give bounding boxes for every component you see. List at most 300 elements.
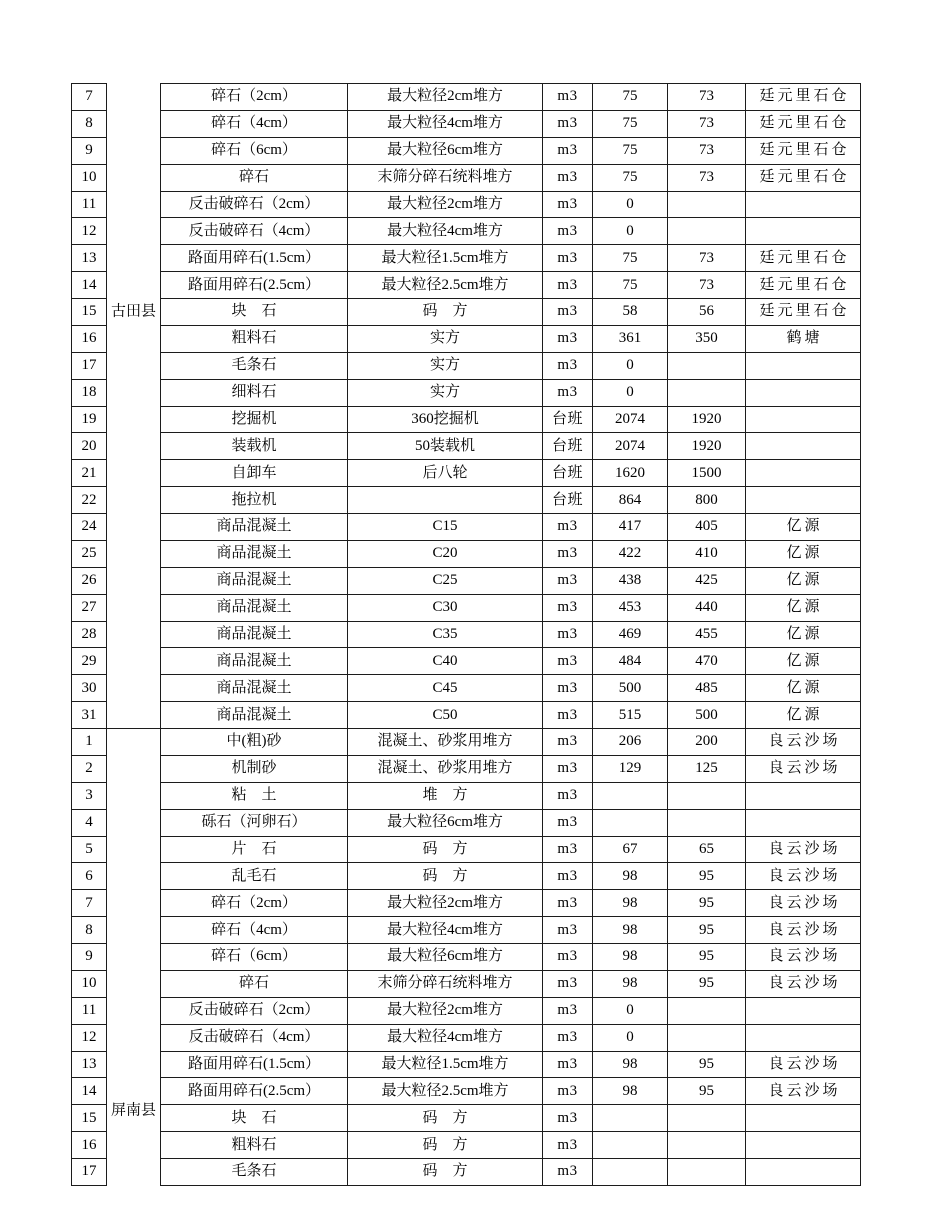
material-cell: 商品混凝土 (161, 675, 348, 702)
table-row (72, 299, 861, 326)
row-number-cell: 18 (72, 379, 107, 406)
price-previous-cell (668, 997, 746, 1024)
material-cell: 块 石 (161, 1105, 348, 1132)
price-current-cell: 438 (593, 567, 668, 594)
material-cell: 碎石（6cm） (161, 944, 348, 971)
material-cell: 商品混凝土 (161, 621, 348, 648)
price-current-cell (593, 809, 668, 836)
unit-cell: m3 (543, 729, 593, 756)
source-cell: 良云沙场 (746, 755, 861, 782)
price-current-cell: 361 (593, 325, 668, 352)
price-previous-cell: 95 (668, 1051, 746, 1078)
spec-cell: 后八轮 (348, 460, 543, 487)
spec-cell: 混凝土、砂浆用堆方 (348, 729, 543, 756)
source-cell (746, 433, 861, 460)
price-previous-cell (668, 218, 746, 245)
material-cell: 路面用碎石(1.5cm） (161, 1051, 348, 1078)
unit-cell: m3 (543, 191, 593, 218)
source-cell (746, 809, 861, 836)
unit-cell: m3 (543, 84, 593, 111)
price-current-cell: 75 (593, 84, 668, 111)
material-price-table (71, 83, 861, 1186)
source-cell: 良云沙场 (746, 917, 861, 944)
price-previous-cell (668, 809, 746, 836)
table-row (72, 84, 861, 111)
price-current-cell (593, 1132, 668, 1159)
unit-cell: m3 (543, 755, 593, 782)
unit-cell: m3 (543, 997, 593, 1024)
table-row (72, 352, 861, 379)
source-cell (746, 1105, 861, 1132)
price-current-cell: 98 (593, 863, 668, 890)
row-number-cell: 1 (72, 729, 107, 756)
source-cell: 廷元里石仓 (746, 299, 861, 326)
table-row (72, 836, 861, 863)
table-row (72, 1159, 861, 1186)
spec-cell: 最大粒径2cm堆方 (348, 890, 543, 917)
row-number-cell: 13 (72, 245, 107, 272)
price-previous-cell (668, 782, 746, 809)
material-cell: 机制砂 (161, 755, 348, 782)
row-number-cell: 10 (72, 970, 107, 997)
price-previous-cell: 1920 (668, 406, 746, 433)
row-number-cell: 8 (72, 110, 107, 137)
price-previous-cell: 73 (668, 245, 746, 272)
row-number-cell: 31 (72, 702, 107, 729)
material-cell: 粗料石 (161, 1132, 348, 1159)
price-previous-cell: 95 (668, 890, 746, 917)
spec-cell: 最大粒径4cm堆方 (348, 218, 543, 245)
source-cell: 亿源 (746, 540, 861, 567)
material-cell: 粗料石 (161, 325, 348, 352)
spec-cell: 实方 (348, 325, 543, 352)
spec-cell: 最大粒径2cm堆方 (348, 191, 543, 218)
spec-cell: 堆 方 (348, 782, 543, 809)
spec-cell: C40 (348, 648, 543, 675)
unit-cell: m3 (543, 379, 593, 406)
material-cell: 路面用碎石(1.5cm） (161, 245, 348, 272)
price-previous-cell: 95 (668, 863, 746, 890)
table-row (72, 164, 861, 191)
spec-cell: 50装载机 (348, 433, 543, 460)
row-number-cell: 17 (72, 352, 107, 379)
spec-cell: 码 方 (348, 299, 543, 326)
price-current-cell: 0 (593, 191, 668, 218)
table-row (72, 191, 861, 218)
material-cell: 商品混凝土 (161, 514, 348, 541)
material-cell: 碎石（4cm） (161, 917, 348, 944)
table-row (72, 1024, 861, 1051)
price-current-cell: 98 (593, 970, 668, 997)
row-number-cell: 25 (72, 540, 107, 567)
row-number-cell: 4 (72, 809, 107, 836)
price-current-cell: 453 (593, 594, 668, 621)
table-row (72, 1132, 861, 1159)
source-cell: 良云沙场 (746, 944, 861, 971)
row-number-cell: 14 (72, 272, 107, 299)
table-row (72, 272, 861, 299)
row-number-cell: 7 (72, 890, 107, 917)
material-cell: 毛条石 (161, 352, 348, 379)
material-cell: 乱毛石 (161, 863, 348, 890)
price-current-cell: 98 (593, 1078, 668, 1105)
unit-cell: m3 (543, 594, 593, 621)
unit-cell: m3 (543, 1159, 593, 1186)
table-row (72, 218, 861, 245)
material-cell: 反击破碎石（4cm） (161, 1024, 348, 1051)
source-cell (746, 997, 861, 1024)
price-previous-cell (668, 352, 746, 379)
price-current-cell: 0 (593, 379, 668, 406)
source-cell: 亿源 (746, 514, 861, 541)
source-cell (746, 460, 861, 487)
spec-cell: 最大粒径6cm堆方 (348, 809, 543, 836)
unit-cell: m3 (543, 621, 593, 648)
material-cell: 块 石 (161, 299, 348, 326)
source-cell: 良云沙场 (746, 836, 861, 863)
unit-cell: 台班 (543, 460, 593, 487)
source-cell: 廷元里石仓 (746, 164, 861, 191)
material-cell: 片 石 (161, 836, 348, 863)
unit-cell: m3 (543, 970, 593, 997)
source-cell (746, 782, 861, 809)
spec-cell: 实方 (348, 352, 543, 379)
price-current-cell (593, 1105, 668, 1132)
price-current-cell: 1620 (593, 460, 668, 487)
source-cell: 良云沙场 (746, 1051, 861, 1078)
table-row (72, 406, 861, 433)
price-previous-cell: 95 (668, 944, 746, 971)
row-number-cell: 28 (72, 621, 107, 648)
row-number-cell: 2 (72, 755, 107, 782)
county-cell (107, 84, 161, 729)
unit-cell: 台班 (543, 487, 593, 514)
table-row (72, 809, 861, 836)
table-row (72, 1078, 861, 1105)
spec-cell: 最大粒径2.5cm堆方 (348, 1078, 543, 1105)
row-number-cell: 29 (72, 648, 107, 675)
material-cell: 挖掘机 (161, 406, 348, 433)
unit-cell: m3 (543, 917, 593, 944)
spec-cell: 最大粒径4cm堆方 (348, 917, 543, 944)
price-previous-cell: 73 (668, 137, 746, 164)
spec-cell: 360挖掘机 (348, 406, 543, 433)
table-row (72, 621, 861, 648)
price-previous-cell (668, 191, 746, 218)
source-cell: 良云沙场 (746, 1078, 861, 1105)
source-cell: 亿源 (746, 648, 861, 675)
row-number-cell: 11 (72, 191, 107, 218)
row-number-cell: 15 (72, 299, 107, 326)
material-cell: 粘 土 (161, 782, 348, 809)
material-cell: 碎石（2cm） (161, 84, 348, 111)
unit-cell: m3 (543, 352, 593, 379)
source-cell (746, 487, 861, 514)
material-cell: 路面用碎石(2.5cm） (161, 272, 348, 299)
source-cell: 亿源 (746, 594, 861, 621)
spec-cell: 码 方 (348, 1159, 543, 1186)
spec-cell: 最大粒径6cm堆方 (348, 944, 543, 971)
unit-cell: m3 (543, 702, 593, 729)
table-row (72, 675, 861, 702)
price-current-cell: 206 (593, 729, 668, 756)
spec-cell: 最大粒径2cm堆方 (348, 84, 543, 111)
material-cell: 碎石（6cm） (161, 137, 348, 164)
spec-cell: 最大粒径2.5cm堆方 (348, 272, 543, 299)
price-current-cell: 0 (593, 1024, 668, 1051)
price-current-cell: 0 (593, 352, 668, 379)
row-number-cell: 7 (72, 84, 107, 111)
price-previous-cell: 500 (668, 702, 746, 729)
row-number-cell: 16 (72, 1132, 107, 1159)
unit-cell: m3 (543, 325, 593, 352)
price-previous-cell: 440 (668, 594, 746, 621)
price-previous-cell: 73 (668, 84, 746, 111)
source-cell (746, 352, 861, 379)
source-cell: 良云沙场 (746, 729, 861, 756)
price-previous-cell (668, 1105, 746, 1132)
price-previous-cell: 200 (668, 729, 746, 756)
material-cell: 碎石（2cm） (161, 890, 348, 917)
price-previous-cell: 1920 (668, 433, 746, 460)
price-previous-cell (668, 1159, 746, 1186)
unit-cell: m3 (543, 514, 593, 541)
price-previous-cell: 405 (668, 514, 746, 541)
material-cell: 路面用碎石(2.5cm） (161, 1078, 348, 1105)
row-number-cell: 12 (72, 218, 107, 245)
spec-cell: C30 (348, 594, 543, 621)
table-row (72, 514, 861, 541)
spec-cell: C35 (348, 621, 543, 648)
material-cell: 自卸车 (161, 460, 348, 487)
source-cell: 亿源 (746, 675, 861, 702)
table-row (72, 863, 861, 890)
price-previous-cell: 125 (668, 755, 746, 782)
price-current-cell: 75 (593, 245, 668, 272)
table-row (72, 540, 861, 567)
source-cell: 鹤塘 (746, 325, 861, 352)
unit-cell: m3 (543, 110, 593, 137)
unit-cell: m3 (543, 218, 593, 245)
row-number-cell: 16 (72, 325, 107, 352)
price-current-cell: 58 (593, 299, 668, 326)
source-cell (746, 191, 861, 218)
row-number-cell: 5 (72, 836, 107, 863)
source-cell: 廷元里石仓 (746, 245, 861, 272)
spec-cell: C15 (348, 514, 543, 541)
price-current-cell: 515 (593, 702, 668, 729)
spec-cell: 最大粒径2cm堆方 (348, 997, 543, 1024)
price-previous-cell: 425 (668, 567, 746, 594)
price-previous-cell (668, 1132, 746, 1159)
unit-cell: m3 (543, 272, 593, 299)
unit-cell: m3 (543, 944, 593, 971)
spec-cell: C50 (348, 702, 543, 729)
row-number-cell: 14 (72, 1078, 107, 1105)
table-row (72, 917, 861, 944)
source-cell (746, 1159, 861, 1186)
material-cell: 商品混凝土 (161, 702, 348, 729)
spec-cell: C45 (348, 675, 543, 702)
source-cell: 亿源 (746, 621, 861, 648)
price-previous-cell: 455 (668, 621, 746, 648)
row-number-cell: 3 (72, 782, 107, 809)
price-previous-cell: 350 (668, 325, 746, 352)
price-current-cell: 484 (593, 648, 668, 675)
row-number-cell: 17 (72, 1159, 107, 1186)
unit-cell: m3 (543, 164, 593, 191)
material-cell: 商品混凝土 (161, 594, 348, 621)
price-current-cell: 75 (593, 164, 668, 191)
table-row (72, 567, 861, 594)
source-cell: 廷元里石仓 (746, 84, 861, 111)
unit-cell: m3 (543, 863, 593, 890)
price-current-cell: 0 (593, 997, 668, 1024)
source-cell: 良云沙场 (746, 863, 861, 890)
material-cell: 碎石 (161, 970, 348, 997)
row-number-cell: 22 (72, 487, 107, 514)
source-cell: 廷元里石仓 (746, 272, 861, 299)
unit-cell: m3 (543, 567, 593, 594)
material-cell: 反击破碎石（2cm） (161, 191, 348, 218)
spec-cell: 码 方 (348, 1132, 543, 1159)
table-row (72, 433, 861, 460)
price-previous-cell: 95 (668, 1078, 746, 1105)
spec-cell (348, 487, 543, 514)
table-row (72, 729, 861, 756)
row-number-cell: 20 (72, 433, 107, 460)
material-cell: 拖拉机 (161, 487, 348, 514)
table-row (72, 648, 861, 675)
price-current-cell: 98 (593, 944, 668, 971)
table-row (72, 487, 861, 514)
spec-cell: 末筛分碎石统料堆方 (348, 970, 543, 997)
unit-cell: 台班 (543, 433, 593, 460)
unit-cell: m3 (543, 1105, 593, 1132)
price-current-cell: 75 (593, 110, 668, 137)
row-number-cell: 9 (72, 944, 107, 971)
row-number-cell: 21 (72, 460, 107, 487)
table-row (72, 970, 861, 997)
spec-cell: 最大粒径4cm堆方 (348, 110, 543, 137)
source-cell: 廷元里石仓 (746, 110, 861, 137)
price-previous-cell (668, 379, 746, 406)
price-previous-cell: 1500 (668, 460, 746, 487)
material-cell: 中(粗)砂 (161, 729, 348, 756)
spec-cell: 实方 (348, 379, 543, 406)
source-cell (746, 218, 861, 245)
unit-cell: m3 (543, 299, 593, 326)
material-cell: 毛条石 (161, 1159, 348, 1186)
spec-cell: C20 (348, 540, 543, 567)
source-cell (746, 1132, 861, 1159)
material-cell: 装载机 (161, 433, 348, 460)
spec-cell: 码 方 (348, 863, 543, 890)
spec-cell: 最大粒径1.5cm堆方 (348, 245, 543, 272)
price-previous-cell: 800 (668, 487, 746, 514)
unit-cell: m3 (543, 1132, 593, 1159)
row-number-cell: 24 (72, 514, 107, 541)
price-previous-cell: 73 (668, 164, 746, 191)
table-row (72, 702, 861, 729)
source-cell: 良云沙场 (746, 970, 861, 997)
county-label: 屏南县 (110, 1102, 156, 1119)
source-cell (746, 379, 861, 406)
price-current-cell: 0 (593, 218, 668, 245)
row-number-cell: 26 (72, 567, 107, 594)
table-row (72, 245, 861, 272)
spec-cell: 码 方 (348, 1105, 543, 1132)
row-number-cell: 6 (72, 863, 107, 890)
unit-cell: m3 (543, 890, 593, 917)
price-previous-cell: 470 (668, 648, 746, 675)
material-cell: 反击破碎石（2cm） (161, 997, 348, 1024)
price-current-cell: 417 (593, 514, 668, 541)
row-number-cell: 30 (72, 675, 107, 702)
spec-cell: 末筛分碎石统料堆方 (348, 164, 543, 191)
price-previous-cell: 73 (668, 272, 746, 299)
price-current-cell (593, 782, 668, 809)
unit-cell: m3 (543, 675, 593, 702)
row-number-cell: 8 (72, 917, 107, 944)
table-row (72, 782, 861, 809)
price-current-cell (593, 1159, 668, 1186)
table-row (72, 755, 861, 782)
unit-cell: m3 (543, 540, 593, 567)
spec-cell: 混凝土、砂浆用堆方 (348, 755, 543, 782)
price-previous-cell: 95 (668, 917, 746, 944)
unit-cell: m3 (543, 1024, 593, 1051)
row-number-cell: 12 (72, 1024, 107, 1051)
row-number-cell: 19 (72, 406, 107, 433)
material-cell: 碎石 (161, 164, 348, 191)
spec-cell: 最大粒径4cm堆方 (348, 1024, 543, 1051)
material-cell: 细料石 (161, 379, 348, 406)
price-current-cell: 469 (593, 621, 668, 648)
price-current-cell: 98 (593, 890, 668, 917)
material-cell: 碎石（4cm） (161, 110, 348, 137)
price-previous-cell (668, 1024, 746, 1051)
table-row (72, 997, 861, 1024)
row-number-cell: 9 (72, 137, 107, 164)
spec-cell: 最大粒径1.5cm堆方 (348, 1051, 543, 1078)
unit-cell: m3 (543, 1078, 593, 1105)
price-current-cell: 422 (593, 540, 668, 567)
unit-cell: m3 (543, 836, 593, 863)
row-number-cell: 11 (72, 997, 107, 1024)
table-row (72, 594, 861, 621)
material-cell: 商品混凝土 (161, 648, 348, 675)
price-current-cell: 2074 (593, 406, 668, 433)
county-cell (107, 729, 161, 1186)
county-label: 古田县 (110, 303, 156, 319)
source-cell: 廷元里石仓 (746, 137, 861, 164)
table-row (72, 890, 861, 917)
row-number-cell: 15 (72, 1105, 107, 1132)
spec-cell: 最大粒径6cm堆方 (348, 137, 543, 164)
source-cell: 亿源 (746, 702, 861, 729)
material-cell: 反击破碎石（4cm） (161, 218, 348, 245)
price-current-cell: 129 (593, 755, 668, 782)
price-current-cell: 75 (593, 137, 668, 164)
material-cell: 砾石（河卵石） (161, 809, 348, 836)
unit-cell: m3 (543, 245, 593, 272)
unit-cell: m3 (543, 809, 593, 836)
price-previous-cell: 65 (668, 836, 746, 863)
price-current-cell: 2074 (593, 433, 668, 460)
row-number-cell: 10 (72, 164, 107, 191)
source-cell (746, 1024, 861, 1051)
